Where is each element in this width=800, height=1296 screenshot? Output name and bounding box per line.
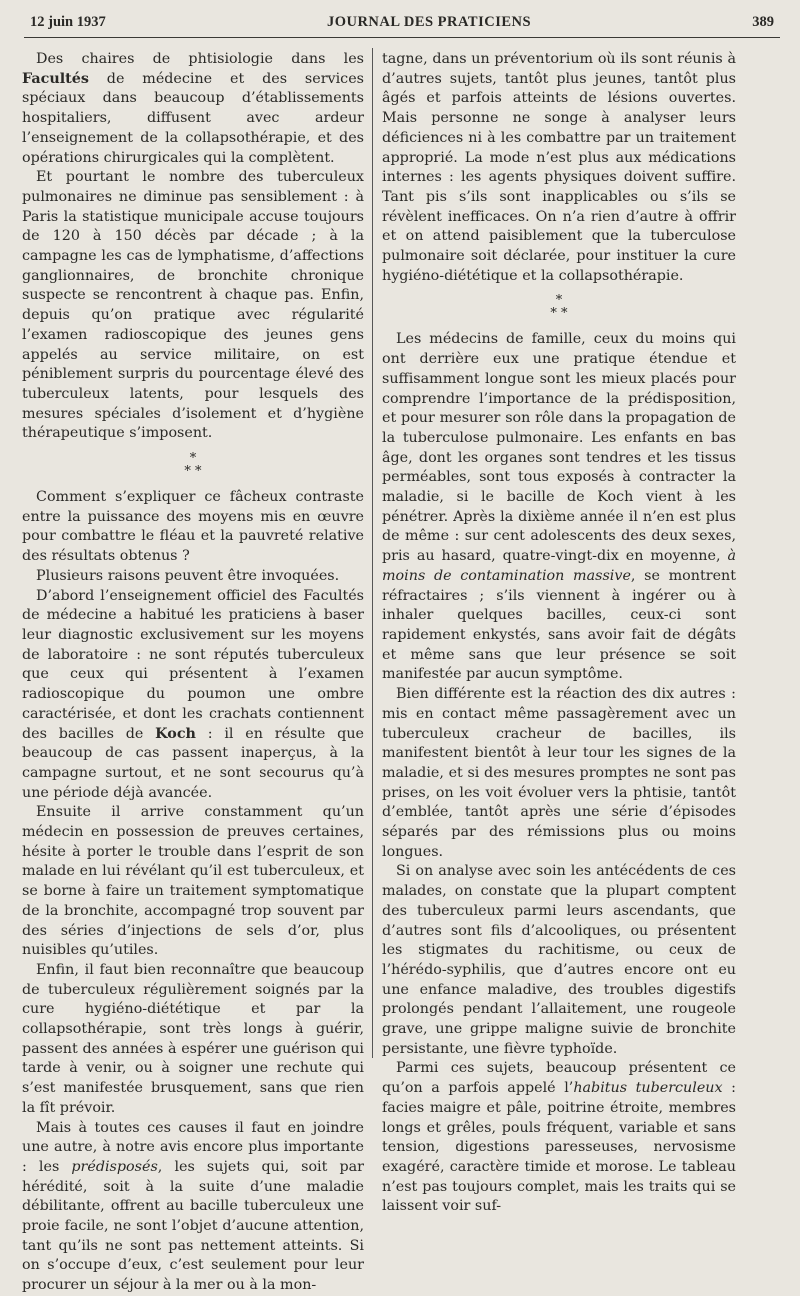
paragraph: Enfin, il faut bien reconnaître que beaucoup de tuberculeux régulièrement soignés par la cure hygiéno-diététique et par la collapsothérapie, sont très longs à guérir, passent des années à espérer une guérison qui tarde à venir, ou à soigner une rechute qui s’est manifestée brusquement, sans que rien la fît prévoir. bbox=[22, 961, 364, 1116]
paragraph: Ensuite il arrive constamment qu’un médecin en possession de preuves certaines, hésite à porter le trouble dans l’esprit de son malade en lui révélant qu’il est tuberculeux, et se borne à faire un traitement symptomatique de la bronchite, accompagné trop souvent par des séries d’injections de sels d’or, plus nuisibles qu’utiles. bbox=[22, 804, 364, 959]
header-page-number: 389 bbox=[752, 14, 774, 30]
paragraph: Parmi ces sujets, beaucoup présentent ce qu’on a parfois appelé l’habitus tuberculeux : facies maigre et pâle, poitrine étroite, membres longs et grêles, pouls fréquent, variable et sans tension, digestions paresseuses, nervosisme exagéré, caractère timide et morose. Le tableau n’est pas toujours complet, mais les traits qui se laissent voir suf- bbox=[382, 1060, 736, 1215]
running-header bbox=[30, 14, 774, 36]
paragraph: tagne, dans un préventorium où ils sont réunis à d’autres sujets, tantôt plus jeunes, tantôt plus âgés et parfois atteints de lésions ouvertes. Mais personne ne songe à analyser leurs déficiences ni à les combattre par un traitement approprié. La mode n’est plus aux médications internes : les agents physiques doivent suffire. Tant pis s’ils sont inapplicables ou s’ils se révèlent inefficaces. On n’a rien d’autre à offrir et on attend paisiblement que la tuberculose pulmonaire soit déclarée, pour instituer la cure hygiéno-diététique et la collapsothérapie. bbox=[382, 51, 736, 284]
paragraph: Mais à toutes ces causes il faut en joindre une autre, à notre avis encore plus importante : les prédisposés, les sujets qui, soit par hérédité, soit à la suite d’une maladie débilitante, offrent au bacille tuberculeux une proie facile, ne sont l’objet d’aucune attention, tant qu’ils ne sont pas nettement atteints. Si on s’occupe d’eux, c’est seulement pour leur procurer un séjour à la mer ou à la mon- bbox=[22, 1119, 364, 1294]
column-divider bbox=[372, 48, 373, 1058]
paragraph: Les médecins de famille, ceux du moins qui ont derrière eux une pratique étendue et suffisamment longue sont les mieux placés pour comprendre l’importance de la prédisposition, et pour mesurer son rôle dans la propagation de la tuberculose pulmonaire. Les enfants en bas âge, dont les organes sont tendres et les tissus perméables, sont tous exposés à contracter la maladie, si le bacille de Koch vient à les pénétrer. Après la dixième année il n’en est plus de même : sur cent adolescents des deux sexes, pris au hasard, quatre-vingt-dix en moyenne, à moins de contamination massive, se montrent réfractaires ; s’ils viennent à ingérer ou à inhaler quelques bacilles, ceux-ci sont rapidement enkystés, sans avoir fait de dégâts et même sans que leur présence se soit manifestée par aucun symptôme. bbox=[382, 331, 736, 683]
paragraph: D’abord l’enseignement officiel des Facultés de médecine a habitué les praticiens à baser leur diagnostic exclusivement sur les moyens de laboratoire : ne sont réputés tuberculeux que ceux qui présentent à l’examen radioscopique du poumon une ombre caractérisée, et dont les crachats contiennent des bacilles de Koch : il en résulte que beaucoup de cas passent inaperçus, à la campagne surtout, et ne sont secourus qu’à une période déjà avancée. bbox=[22, 587, 364, 801]
header-rule bbox=[24, 37, 780, 38]
right-column bbox=[382, 50, 736, 1217]
paragraph: Et pourtant le nombre des tuberculeux pulmonaires ne diminue pas sensiblement : à Paris la statistique municipale accuse toujours de 120 à 150 décès par décade ; à la campagne les cas de lymphatisme, d’affections ganglionnaires, de bronchite chronique suspecte se rencontrent à chaque pas. Enfin, depuis qu’on pratique avec régularité l’examen radioscopique des jeunes gens appelés au service militaire, on est péniblement surpris du pourcentage élevé des tuberculeux latents, pour lesquels des mesures spéciales d’isolement et d’hygiène thérapeutique s’imposent. bbox=[22, 169, 364, 442]
paragraph: Des chaires de phtisiologie dans les Facultés de médecine et des services spéciaux dans beaucoup d’établissements hospitaliers, diffusent avec ardeur l’enseignement de la collapsothérapie, et des opérations chirurgicales qui la complètent. bbox=[22, 51, 364, 166]
paragraph: Plusieurs raisons peuvent être invoquées. bbox=[36, 567, 340, 584]
paragraph: Si on analyse avec soin les antécédents de ces malades, on constate que la plupart comptent des tuberculeux parmi leurs ascendants, que d’autres sont fils d’alcooliques, ou présentent les stigmates du rachitisme, ou ceux de l’hérédo-syphilis, que d’autres encore ont eu une enfance maladive, des troubles digestifs prolongés pendant l’allaitement, une rougeole grave, une grippe maligne suivie de bronchite persistante, une fièvre typhoïde. bbox=[382, 863, 736, 1057]
section-separator: * * * bbox=[550, 293, 568, 322]
header-journal-title: JOURNAL DES PRATICIENS bbox=[326, 14, 532, 30]
left-column bbox=[22, 50, 364, 1296]
paragraph: Bien différente est la réaction des dix autres : mis en contact même passagèrement avec un tuberculeux cracheur de bacilles, ils manifestent bientôt à leur tour les signes de la maladie, et si des mesures promptes ne sont pas prises, on les voit évoluer vers la phtisie, tantôt d’emblée, tantôt après une série d’épisodes séparés par des rémissions plus ou moins longues. bbox=[382, 686, 736, 860]
header-date: 12 juin 1937 bbox=[30, 14, 106, 30]
paragraph: Comment s’expliquer ce fâcheux contraste entre la puissance des moyens mis en œuvre pour combattre le fléau et la pauvreté relative des résultats obtenus ? bbox=[22, 489, 364, 565]
section-separator: * * * bbox=[184, 451, 202, 480]
